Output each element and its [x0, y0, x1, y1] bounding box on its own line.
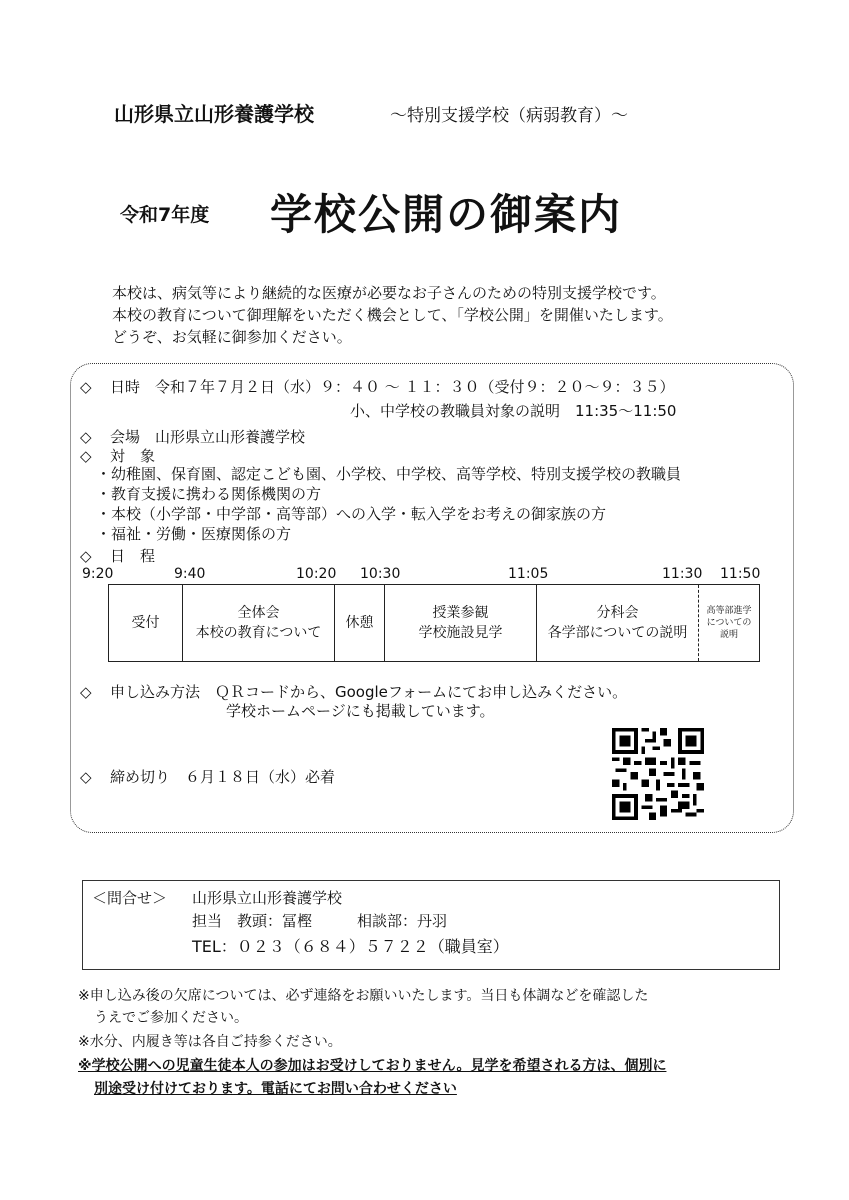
schedule-cell-label: 受付 — [131, 615, 160, 631]
schedule-cell-break — [335, 585, 385, 661]
apply-text: 申し込み方法 ＱＲコードから、Googleフォームにてお申し込みください。 — [110, 683, 628, 701]
page-title: 学校公開の御案内 — [270, 190, 623, 239]
diamond-icon: ◇ — [80, 428, 92, 446]
time-label: 11:30 — [662, 566, 703, 582]
venue-row — [80, 426, 305, 447]
schedule-cell-label: 学校施設見学 — [418, 625, 503, 641]
schedule-heading-text: 日 程 — [110, 547, 156, 565]
datetime-row — [80, 376, 675, 397]
schedule-cell-sessions — [537, 585, 699, 661]
schedule-cell-label: 分科会 — [596, 605, 639, 621]
time-label: 10:20 — [296, 566, 337, 582]
contact-label: ＜問合せ＞ — [92, 889, 168, 907]
target-heading — [80, 445, 155, 466]
datetime-text: 日時 令和７年７月２日（水）９：４０ ～ １１：３０（受付９：２０～９：３５） — [110, 378, 675, 396]
schedule-cell-label: 休憩 — [345, 615, 374, 631]
contact-school: 山形県立山形養護学校 — [192, 889, 343, 907]
school-name: 山形県立山形養護学校 — [114, 102, 314, 126]
qr-code-icon[interactable] — [612, 728, 704, 820]
intro-text — [112, 282, 673, 348]
schedule-cell-label: についての — [706, 618, 752, 628]
schedule-cell-highschool — [699, 585, 759, 661]
note-items: ※水分、内履き等は各自ご持参ください。 — [78, 1034, 342, 1050]
note-students-cont: 別途受け付けております。電話にてお問い合わせください — [94, 1081, 457, 1097]
fiscal-year: 令和7年度 — [120, 204, 210, 226]
contact-tel[interactable]: TEL：０２３（６８４）５７２２（職員室） — [192, 937, 509, 956]
schedule-cell-observation — [385, 585, 537, 661]
list-item: ・福祉・労働・医療関係の方 — [96, 525, 292, 543]
intro-line: どうぞ、お気軽に御参加ください。 — [112, 328, 352, 346]
apply-sub: 学校ホームページにも掲載しています。 — [226, 702, 495, 720]
deadline-row — [80, 766, 335, 787]
target-list — [96, 464, 681, 544]
school-subtitle: ～特別支援学校（病弱教育）～ — [390, 106, 628, 126]
diamond-icon: ◇ — [80, 683, 92, 701]
time-label: 11:05 — [508, 566, 549, 582]
schedule-cell-label: 説明 — [719, 630, 738, 640]
note-absence: ※申し込み後の欠席については、必ず連絡をお願いいたします。当日も体調などを確認した — [78, 988, 649, 1004]
schedule-cell-label: 各学部についての説明 — [547, 625, 688, 641]
time-label: 11:50 — [720, 566, 761, 582]
diamond-icon: ◇ — [80, 447, 92, 465]
intro-line: 本校の教育について御理解をいただく機会として、「学校公開」を開催いたします。 — [112, 306, 673, 324]
list-item: ・幼稚園、保育園、認定こども園、小学校、中学校、高等学校、特別支援学校の教職員 — [96, 465, 682, 483]
datetime-sub: 小、中学校の教職員対象の説明 11:35～11:50 — [350, 402, 677, 420]
list-item: ・本校（小学部・中学部・高等部）への入学・転入学をお考えの御家族の方 — [96, 505, 607, 523]
schedule-cell-label: 授業参観 — [432, 605, 489, 621]
venue-text: 会場 山形県立山形養護学校 — [110, 428, 306, 446]
time-label: 9:40 — [174, 566, 206, 582]
schedule-cell-label: 高等部進学 — [706, 606, 752, 616]
contact-staff: 担当 教頭：冨樫 相談部：丹羽 — [192, 912, 448, 930]
schedule-table — [108, 584, 760, 662]
note-students: ※学校公開への児童生徒本人の参加はお受けしておりません。見学を希望される方は、個別に — [78, 1058, 667, 1074]
target-heading-text: 対 象 — [110, 447, 156, 465]
diamond-icon: ◇ — [80, 378, 92, 396]
schedule-heading — [80, 545, 155, 566]
intro-line: 本校は、病気等により継続的な医療が必要なお子さんのための特別支援学校です。 — [112, 284, 666, 302]
schedule-cell-plenary — [183, 585, 335, 661]
list-item: ・教育支援に携わる関係機関の方 — [96, 485, 322, 503]
time-label: 9:20 — [82, 566, 114, 582]
diamond-icon: ◇ — [80, 547, 92, 565]
apply-row — [80, 681, 627, 702]
schedule-cell-label: 本校の教育について — [195, 625, 322, 641]
diamond-icon: ◇ — [80, 768, 92, 786]
schedule-cell-label: 全体会 — [237, 605, 280, 621]
schedule-cell-reception — [109, 585, 183, 661]
time-label: 10:30 — [360, 566, 401, 582]
deadline-text: 締め切り ６月１８日（水）必着 — [110, 768, 336, 786]
note-absence-cont: うえでご参加ください。 — [94, 1010, 248, 1026]
